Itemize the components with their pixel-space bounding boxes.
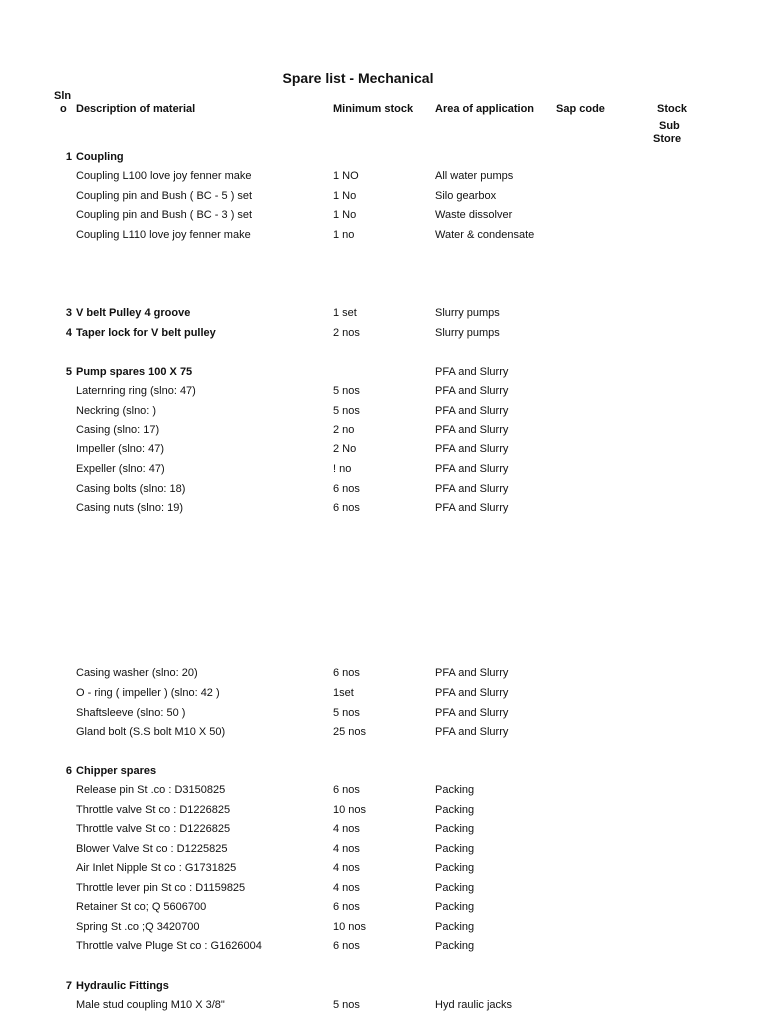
row-description: Coupling L110 love joy fenner make bbox=[76, 229, 251, 241]
row-description: Retainer St co; Q 5606700 bbox=[76, 901, 207, 913]
row-area-of-application: Packing bbox=[435, 823, 475, 835]
table-row bbox=[0, 840, 768, 858]
row-area-of-application: PFA and Slurry bbox=[435, 687, 509, 699]
row-number: 4 bbox=[65, 327, 72, 339]
header-stock: Stock bbox=[657, 103, 687, 115]
row-number: 1 bbox=[65, 151, 72, 163]
header-slno-line2: o bbox=[60, 103, 67, 115]
row-minimum-stock: 5 nos bbox=[333, 999, 360, 1011]
row-description: Casing (slno: 17) bbox=[76, 424, 160, 436]
row-minimum-stock: 10 nos bbox=[333, 921, 367, 933]
row-description: Impeller (slno: 47) bbox=[76, 443, 165, 455]
row-area-of-application: PFA and Slurry bbox=[435, 667, 509, 679]
row-area-of-application: Packing bbox=[435, 882, 475, 894]
row-area-of-application: PFA and Slurry bbox=[435, 707, 509, 719]
row-description: Shaftsleeve (slno: 50 ) bbox=[76, 707, 186, 719]
row-minimum-stock: 2 nos bbox=[333, 327, 360, 339]
row-area-of-application: PFA and Slurry bbox=[435, 502, 509, 514]
table-row bbox=[0, 801, 768, 819]
row-description: Hydraulic Fittings bbox=[76, 980, 169, 992]
table-row bbox=[0, 167, 768, 185]
row-minimum-stock: 6 nos bbox=[333, 901, 360, 913]
row-area-of-application: PFA and Slurry bbox=[435, 424, 509, 436]
row-description: Male stud coupling M10 X 3/8" bbox=[76, 999, 225, 1011]
section-row bbox=[0, 977, 768, 995]
row-minimum-stock: 1 NO bbox=[333, 170, 359, 182]
row-description: Casing bolts (slno: 18) bbox=[76, 483, 186, 495]
row-description: Blower Valve St co : D1225825 bbox=[76, 843, 228, 855]
row-description: Coupling pin and Bush ( BC - 3 ) set bbox=[76, 209, 253, 221]
row-minimum-stock: 1set bbox=[333, 687, 354, 699]
section-row bbox=[0, 324, 768, 342]
row-area-of-application: PFA and Slurry bbox=[435, 726, 509, 738]
table-row bbox=[0, 918, 768, 936]
row-minimum-stock: 6 nos bbox=[333, 667, 360, 679]
row-description: Throttle lever pin St co : D1159825 bbox=[76, 882, 246, 894]
row-area-of-application: Waste dissolver bbox=[435, 209, 513, 221]
row-minimum-stock: 2 no bbox=[333, 424, 355, 436]
section-row bbox=[0, 762, 768, 780]
table-row bbox=[0, 480, 768, 498]
row-description: Coupling pin and Bush ( BC - 5 ) set bbox=[76, 190, 253, 202]
table-row bbox=[0, 996, 768, 1014]
row-description: Neckring (slno: ) bbox=[76, 405, 157, 417]
row-area-of-application: PFA and Slurry bbox=[435, 405, 509, 417]
row-area-of-application: Packing bbox=[435, 843, 475, 855]
table-row bbox=[0, 723, 768, 741]
row-description: Pump spares 100 X 75 bbox=[76, 366, 193, 378]
row-area-of-application: PFA and Slurry bbox=[435, 366, 509, 378]
row-area-of-application: Packing bbox=[435, 862, 475, 874]
section-row bbox=[0, 148, 768, 166]
row-description: Coupling L100 love joy fenner make bbox=[76, 170, 252, 182]
row-description: Casing washer (slno: 20) bbox=[76, 667, 198, 679]
table-row bbox=[0, 382, 768, 400]
row-description: Throttle valve St co : D1226825 bbox=[76, 804, 231, 816]
table-row bbox=[0, 226, 768, 244]
table-row bbox=[0, 684, 768, 702]
row-area-of-application: All water pumps bbox=[435, 170, 514, 182]
section-row bbox=[0, 363, 768, 381]
table-row bbox=[0, 499, 768, 517]
table-row bbox=[0, 781, 768, 799]
row-area-of-application: PFA and Slurry bbox=[435, 483, 509, 495]
row-number: 3 bbox=[65, 307, 72, 319]
header-minimum-stock: Minimum stock bbox=[333, 103, 414, 115]
row-area-of-application: Hyd raulic jacks bbox=[435, 999, 513, 1011]
row-area-of-application: Water & condensate bbox=[435, 229, 535, 241]
row-area-of-application: Slurry pumps bbox=[435, 327, 500, 339]
row-description: Laternring ring (slno: 47) bbox=[76, 385, 196, 397]
row-minimum-stock: 5 nos bbox=[333, 405, 360, 417]
header-sub-store-line2: Store bbox=[653, 133, 682, 145]
row-number: 5 bbox=[65, 366, 72, 378]
table-row bbox=[0, 460, 768, 478]
row-minimum-stock: 1 No bbox=[333, 209, 357, 221]
table-row bbox=[0, 859, 768, 877]
table-row bbox=[0, 440, 768, 458]
row-description: V belt Pulley 4 groove bbox=[76, 307, 191, 319]
row-minimum-stock: 6 nos bbox=[333, 784, 360, 796]
row-description: Expeller (slno: 47) bbox=[76, 463, 165, 475]
table-row bbox=[0, 704, 768, 722]
row-number: 6 bbox=[65, 765, 72, 777]
table-row bbox=[0, 937, 768, 955]
row-minimum-stock: 6 nos bbox=[333, 502, 360, 514]
table-row bbox=[0, 206, 768, 224]
row-area-of-application: Packing bbox=[435, 804, 475, 816]
row-description: Taper lock for V belt pulley bbox=[76, 327, 216, 339]
row-description: Gland bolt (S.S bolt M10 X 50) bbox=[76, 726, 226, 738]
row-description: Casing nuts (slno: 19) bbox=[76, 502, 183, 514]
row-minimum-stock: 1 No bbox=[333, 190, 357, 202]
row-description: Release pin St .co : D3150825 bbox=[76, 784, 226, 796]
header-description: Description of material bbox=[76, 103, 196, 115]
table-row bbox=[0, 879, 768, 897]
row-area-of-application: Packing bbox=[435, 784, 475, 796]
header-area-of-application: Area of application bbox=[435, 103, 535, 115]
row-area-of-application: Packing bbox=[435, 940, 475, 952]
row-minimum-stock: 6 nos bbox=[333, 483, 360, 495]
row-description: Throttle valve St co : D1226825 bbox=[76, 823, 231, 835]
table-row bbox=[0, 820, 768, 838]
row-minimum-stock: 10 nos bbox=[333, 804, 367, 816]
row-description: Air Inlet Nipple St co : G1731825 bbox=[76, 862, 237, 874]
row-minimum-stock: ! no bbox=[333, 463, 352, 475]
row-minimum-stock: 4 nos bbox=[333, 843, 360, 855]
header-sap-code: Sap code bbox=[556, 103, 605, 115]
row-description: Chipper spares bbox=[76, 765, 157, 777]
row-area-of-application: Packing bbox=[435, 921, 475, 933]
row-description: O - ring ( impeller ) (slno: 42 ) bbox=[76, 687, 220, 699]
table-row bbox=[0, 402, 768, 420]
row-minimum-stock: 1 set bbox=[333, 307, 357, 319]
row-minimum-stock: 4 nos bbox=[333, 823, 360, 835]
row-minimum-stock: 5 nos bbox=[333, 707, 360, 719]
row-minimum-stock: 6 nos bbox=[333, 940, 360, 952]
header-sub-store-line1: Sub bbox=[659, 120, 680, 132]
row-area-of-application: Packing bbox=[435, 901, 475, 913]
table-row bbox=[0, 898, 768, 916]
row-area-of-application: PFA and Slurry bbox=[435, 385, 509, 397]
row-description: Coupling bbox=[76, 151, 124, 163]
row-area-of-application: PFA and Slurry bbox=[435, 463, 509, 475]
page-title: Spare list - Mechanical bbox=[282, 70, 434, 86]
row-minimum-stock: 25 nos bbox=[333, 726, 367, 738]
row-minimum-stock: 4 nos bbox=[333, 862, 360, 874]
row-number: 7 bbox=[65, 980, 72, 992]
row-minimum-stock: 5 nos bbox=[333, 385, 360, 397]
row-minimum-stock: 2 No bbox=[333, 443, 357, 455]
row-minimum-stock: 1 no bbox=[333, 229, 355, 241]
row-area-of-application: Silo gearbox bbox=[435, 190, 497, 202]
table-row bbox=[0, 421, 768, 439]
row-minimum-stock: 4 nos bbox=[333, 882, 360, 894]
table-row bbox=[0, 664, 768, 682]
row-area-of-application: Slurry pumps bbox=[435, 307, 500, 319]
header-slno-line1: Sln bbox=[54, 90, 72, 102]
row-description: Throttle valve Pluge St co : G1626004 bbox=[76, 940, 262, 952]
row-description: Spring St .co ;Q 3420700 bbox=[76, 921, 200, 933]
section-row bbox=[0, 304, 768, 322]
row-area-of-application: PFA and Slurry bbox=[435, 443, 509, 455]
table-row bbox=[0, 187, 768, 205]
